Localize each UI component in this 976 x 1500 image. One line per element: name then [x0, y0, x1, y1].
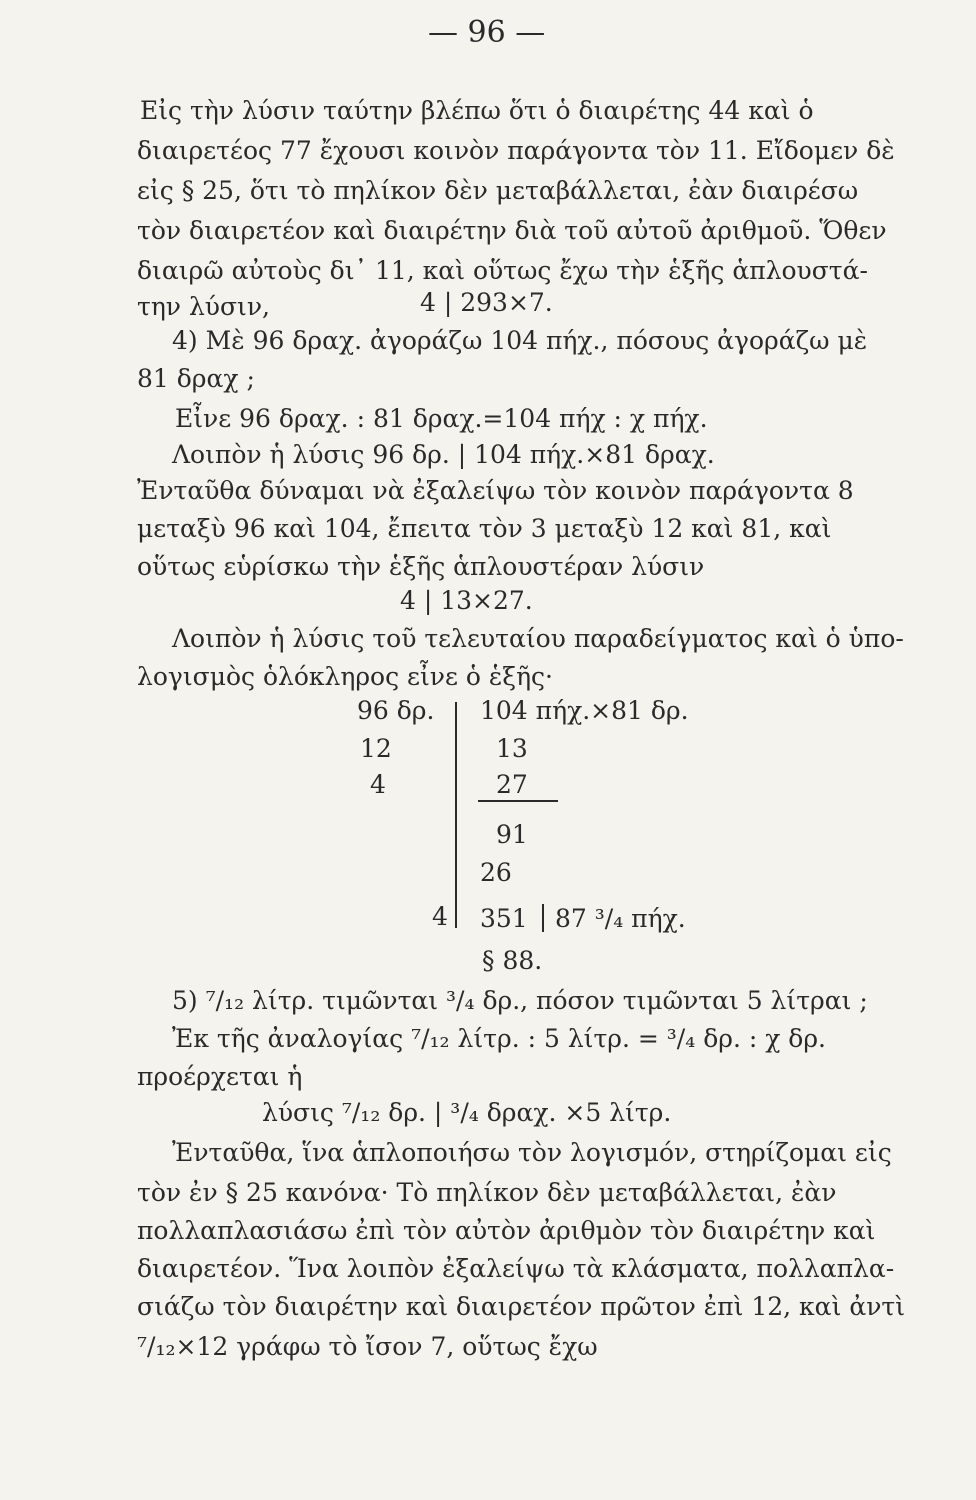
text-line: σιάζω τὸν διαιρέτην καὶ διαιρετέον πρῶτον ἐπὶ 12, καὶ ἀντὶ — [137, 1292, 906, 1321]
text-line: ⁷/₁₂×12 γράφω τὸ ἴσον 7, οὕτως ἔχω — [137, 1332, 598, 1361]
calc-cell: 13 — [496, 734, 528, 763]
solution-formula: λύσις ⁷/₁₂ δρ. | ³/₄ δραχ. ×5 λίτρ. — [262, 1098, 672, 1127]
calc-cell: 91 — [496, 820, 528, 849]
page-number: — 96 — — [428, 15, 546, 50]
text-line: οὕτως εὑρίσκω τὴν ἑξῆς ἁπλουστέραν λύσιν — [137, 552, 705, 581]
text-line: εἰς § 25, ὅτι τὸ πηλίκον δὲν μεταβάλλεται, ἐὰν διαιρέσω — [137, 176, 859, 205]
text-line: διαιρετέον. Ἵνα λοιπὸν ἐξαλείψω τὰ κλάσματα, πολλαπλα- — [137, 1254, 895, 1283]
text-line: μεταξὺ 96 καὶ 104, ἔπειτα τὸν 3 μεταξὺ 12 καὶ 81, καὶ — [137, 514, 832, 543]
text-line: τὸν ἐν § 25 κανόνα· Τὸ πηλίκον δὲν μεταβάλλεται, ἐὰν — [137, 1178, 837, 1207]
text-line: Εἰς τὴν λύσιν ταύτην βλέπω ὅτι ὁ διαιρέτης 44 καὶ ὁ — [140, 96, 814, 125]
text-line: Λοιπὸν ἡ λύσις τοῦ τελευταίου παραδείγματος καὶ ὁ ὑπο- — [172, 624, 904, 653]
proportion: Εἶνε 96 δραχ. : 81 δραχ.=104 πήχ : χ πήχ. — [175, 404, 708, 433]
calc-cell: 351 — [480, 904, 528, 933]
calc-cell: 4 — [370, 770, 386, 799]
text-line: διαιρετέος 77 ἔχουσι κοινὸν παράγοντα τὸν 11. Εἴδομεν δὲ — [137, 136, 895, 165]
vertical-rule — [455, 702, 457, 928]
calc-cell: 27 — [496, 770, 528, 799]
calc-cell: 96 δρ. — [357, 696, 435, 725]
text-line: προέρχεται ἡ — [137, 1062, 303, 1091]
text-line: Ἐνταῦθα δύναμαι νὰ ἐξαλείψω τὸν κοινὸν παράγοντα 8 — [137, 476, 854, 505]
text-line: πολλαπλασιάσω ἐπὶ τὸν αὐτὸν ἀριθμὸν τὸν διαιρέτην καὶ — [137, 1216, 876, 1245]
calc-cell: 4 — [432, 902, 448, 931]
text-line: Ἐνταῦθα, ἵνα ἁπλοποιήσω τὸν λογισμόν, στηρίζομαι εἰς — [172, 1138, 892, 1167]
section-heading: § 88. — [482, 946, 543, 975]
calc-cell: 87 ³/₄ πήχ. — [555, 904, 686, 933]
vertical-rule — [542, 904, 544, 932]
text-line: διαιρῶ αὐτοὺς δι᾿ 11, καὶ οὕτως ἔχω τὴν ἑξῆς ἁπλουστά- — [137, 256, 868, 285]
calc-cell: 26 — [480, 858, 512, 887]
text-line: τὸν διαιρετέον καὶ διαιρέτην διὰ τοῦ αὐτοῦ ἀριθμοῦ. Ὅθεν — [137, 216, 887, 245]
solution-formula: Λοιπὸν ἡ λύσις 96 δρ. | 104 πήχ.×81 δραχ. — [172, 440, 715, 469]
calc-cell: 12 — [360, 734, 392, 763]
text-line: την λύσιν, — [137, 292, 271, 321]
proportion: Ἐκ τῆς ἀναλογίας ⁷/₁₂ λίτρ. : 5 λίτρ. = ³/₄ δρ. : χ δρ. — [172, 1024, 826, 1053]
problem-statement: 81 δραχ ; — [137, 364, 255, 393]
solution-formula: 4 | 13×27. — [400, 586, 533, 615]
problem-statement: 4) Μὲ 96 δραχ. ἀγοράζω 104 πήχ., πόσους ἀγοράζω μὲ — [172, 326, 868, 355]
problem-statement: 5) ⁷/₁₂ λίτρ. τιμῶνται ³/₄ δρ., πόσον τιμῶνται 5 λίτραι ; — [172, 986, 868, 1015]
text-line: λογισμὸς ὁλόκληρος εἶνε ὁ ἑξῆς· — [137, 662, 554, 691]
solution-formula: 4 | 293×7. — [420, 288, 553, 317]
calc-cell: 104 πήχ.×81 δρ. — [480, 696, 689, 725]
